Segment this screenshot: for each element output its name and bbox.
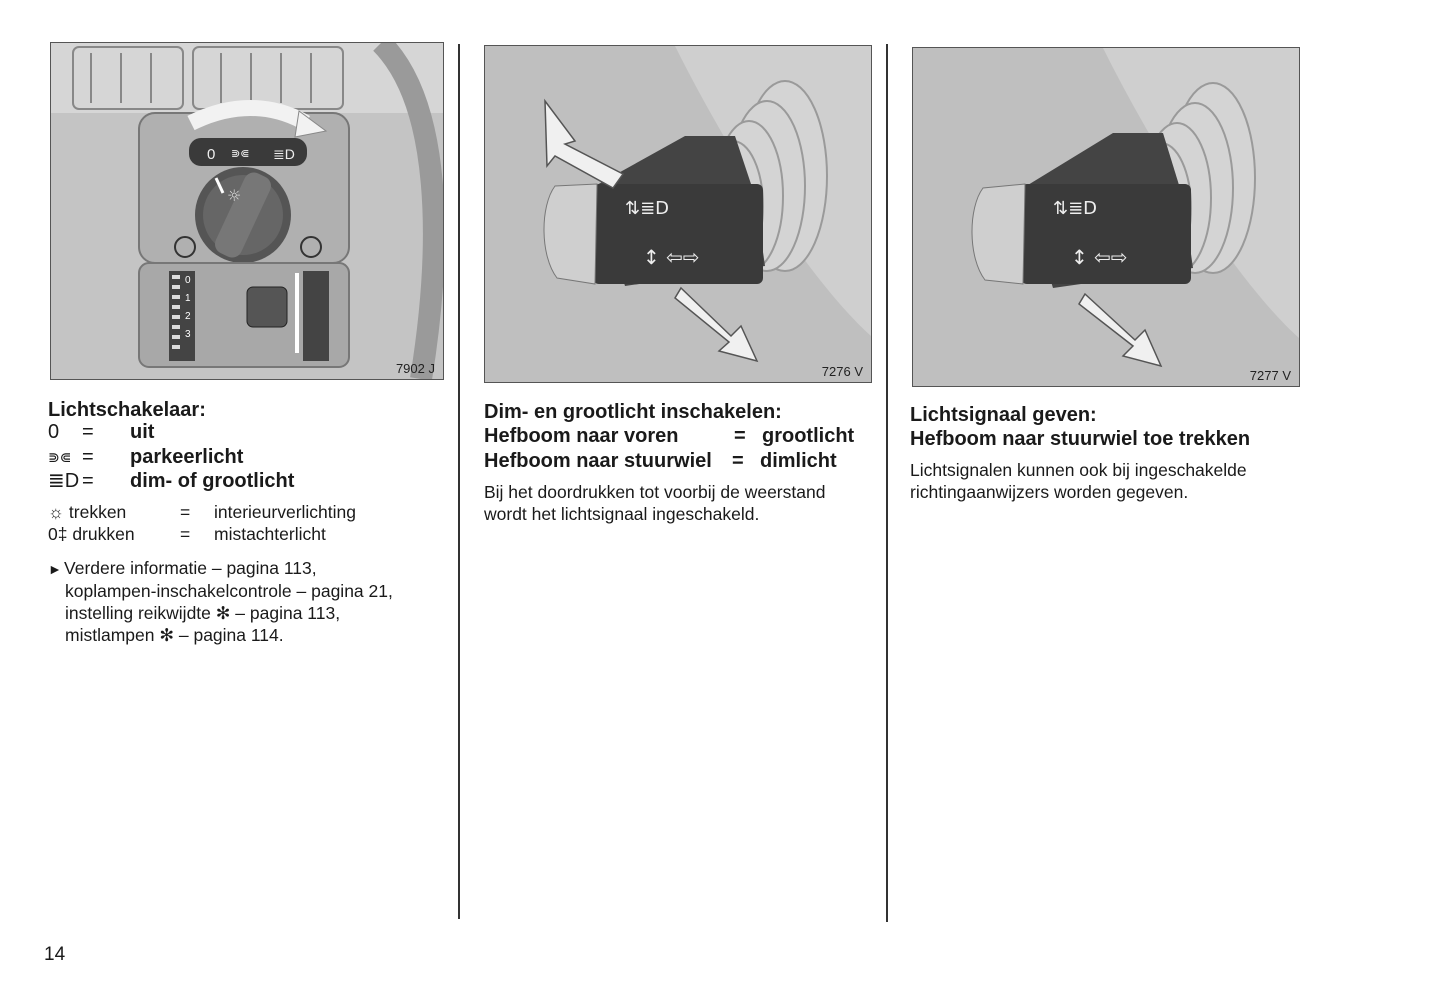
dial-label-park: ⋑⋐ xyxy=(231,148,250,160)
beam-rule-equals: = xyxy=(732,449,744,472)
flash-subheading: Hefboom naar stuurwiel toe trekken xyxy=(910,428,1251,450)
svg-text:⇅≣D: ⇅≣D xyxy=(1053,198,1098,219)
sublegend-result: mistachterlicht xyxy=(214,524,326,544)
level-2-label: 2 xyxy=(185,311,191,322)
sublegend-row xyxy=(48,501,448,523)
light-switch-illustration xyxy=(51,43,443,379)
legend-symbol-park: ⋑⋐ xyxy=(48,448,72,465)
light-switch-sublegend xyxy=(48,501,448,545)
legend-text: parkeerlicht xyxy=(130,445,244,468)
reference-list xyxy=(48,557,443,646)
reference-arrow-icon: ► xyxy=(48,561,62,577)
reference-line: koplampen-inschakelcontrole – pagina 21, xyxy=(65,581,393,601)
svg-text:↕ ⇦⇨: ↕ ⇦⇨ xyxy=(643,245,700,269)
light-switch-legend xyxy=(48,420,448,494)
svg-text:☼: ☼ xyxy=(227,186,242,205)
legend-row xyxy=(48,469,448,494)
beam-lever-figure xyxy=(484,45,872,383)
beam-rule-row xyxy=(484,449,874,474)
flash-lever-illustration xyxy=(913,48,1299,386)
reference-line: mistlampen ✻ – pagina 114. xyxy=(65,625,284,645)
sublegend-row xyxy=(48,523,448,545)
figure-number: 7276 V xyxy=(821,364,863,379)
column-divider-1 xyxy=(458,44,460,919)
legend-text: dim- of grootlicht xyxy=(130,470,295,492)
svg-text:↕ ⇦⇨: ↕ ⇦⇨ xyxy=(1071,245,1128,269)
svg-text:⇅≣D: ⇅≣D xyxy=(625,198,670,219)
dial-label-beam: ≣D xyxy=(273,146,295,162)
reference-line: Verdere informatie – pagina 113, xyxy=(64,558,317,578)
legend-text: uit xyxy=(130,421,155,443)
figure-number: 7277 V xyxy=(1249,368,1291,383)
column-divider-2 xyxy=(886,44,888,922)
level-3-label: 3 xyxy=(185,329,191,340)
legend-equals: = xyxy=(82,470,94,492)
reference-line: instelling reikwijdte ✻ – pagina 113, xyxy=(65,603,341,623)
sublegend-action: ☼ trekken xyxy=(48,502,127,522)
beam-rule-row xyxy=(484,424,874,449)
legend-symbol-off: 0 xyxy=(48,421,60,443)
flash-body-text: Lichtsignalen kunnen ook bij ingeschakelde richtingaanwijzers worden gegeven. xyxy=(910,460,1247,502)
flash-heading: Lichtsignaal geven: xyxy=(910,404,1097,426)
legend-equals: = xyxy=(82,445,94,468)
beam-lever-illustration xyxy=(485,46,871,382)
level-1-label: 1 xyxy=(185,293,191,304)
dial-label-off: 0 xyxy=(207,146,216,163)
flash-lever-figure xyxy=(912,47,1300,387)
legend-row xyxy=(48,420,448,445)
sublegend-equals: = xyxy=(180,502,191,522)
legend-row xyxy=(48,445,448,470)
page-number: 14 xyxy=(44,944,66,965)
beam-rule-equals: = xyxy=(734,425,746,447)
beam-rule-action: Hefboom naar stuurwiel xyxy=(484,449,712,472)
light-switch-figure xyxy=(50,42,444,380)
beam-rule-result: grootlicht xyxy=(762,425,855,447)
figure-number: 7902 J xyxy=(395,361,435,376)
sublegend-equals: = xyxy=(180,524,191,544)
legend-symbol-beam: ≣D xyxy=(48,470,80,492)
sublegend-action: 0‡ drukken xyxy=(48,524,135,544)
beam-rule-result: dimlicht xyxy=(760,449,837,472)
light-switch-heading: Lichtschakelaar: xyxy=(48,399,206,421)
beam-body-text: Bij het doordrukken tot voorbij de weerstand wordt het lichtsignaal ingeschakeld. xyxy=(484,482,826,524)
level-0-label: 0 xyxy=(185,275,191,286)
beam-heading: Dim- en grootlicht inschakelen: xyxy=(484,401,782,423)
legend-equals: = xyxy=(82,421,94,443)
beam-rule-action: Hefboom naar voren xyxy=(484,425,679,447)
sublegend-result: interieurverlichting xyxy=(214,502,357,522)
